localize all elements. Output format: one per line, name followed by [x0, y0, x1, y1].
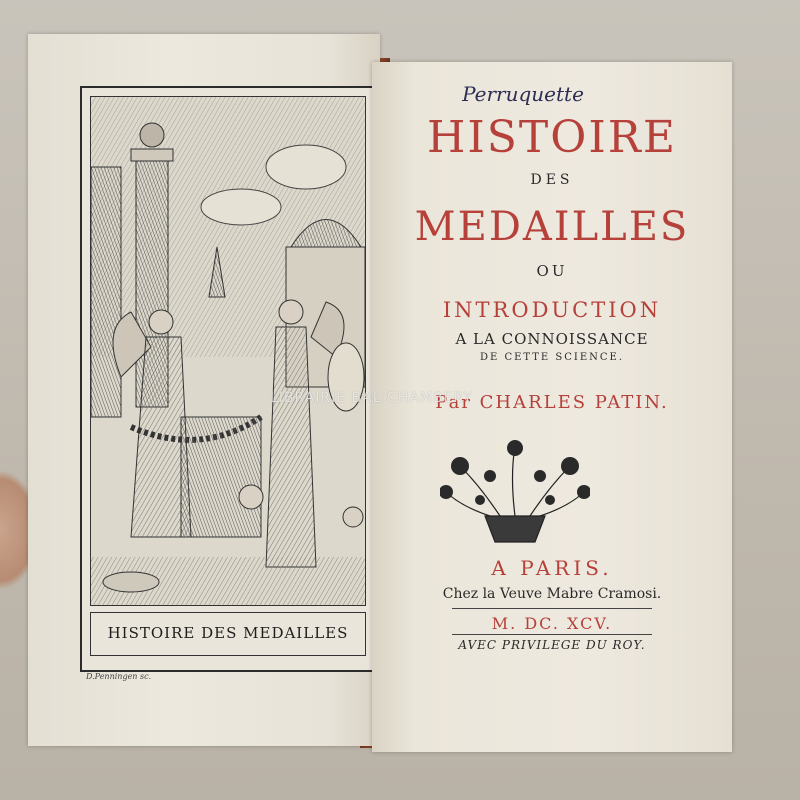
- title-science: DE CETTE SCIENCE.: [479, 352, 625, 363]
- watermark: LIBRAIRIE BAL CHAMBERY: [270, 390, 473, 406]
- rule-bottom: [452, 634, 652, 635]
- rule-top: [452, 608, 652, 609]
- title-medailles: MEDAILLES: [414, 204, 690, 250]
- plate-caption: HISTOIRE DES MEDAILLES: [107, 624, 349, 642]
- engraver-credit: D.Penningen sc.: [86, 672, 152, 681]
- title-histoire: HISTOIRE: [427, 112, 677, 163]
- engraving: [90, 96, 366, 606]
- author-line: Par CHARLES PATIN.: [435, 392, 669, 413]
- title-des: DES: [530, 172, 574, 188]
- flower-basket-ornament: [440, 436, 590, 544]
- place-line: A PARIS.: [491, 556, 613, 580]
- privilege-line: AVEC PRIVILEGE DU ROY.: [458, 638, 646, 652]
- ownership-signature: Perruquette: [462, 82, 584, 106]
- engraving-illustration: [91, 97, 365, 605]
- title-connoissance: A LA CONNOISSANCE: [455, 330, 649, 348]
- publisher-line: Chez la Veuve Mabre Cramosi.: [442, 586, 662, 602]
- plate-caption-box: [90, 612, 366, 656]
- year-line: M. DC. XCV.: [491, 614, 613, 633]
- title-introduction: INTRODUCTION: [442, 298, 662, 322]
- title-ou: OU: [536, 262, 568, 280]
- frontispiece-plate: [80, 86, 374, 672]
